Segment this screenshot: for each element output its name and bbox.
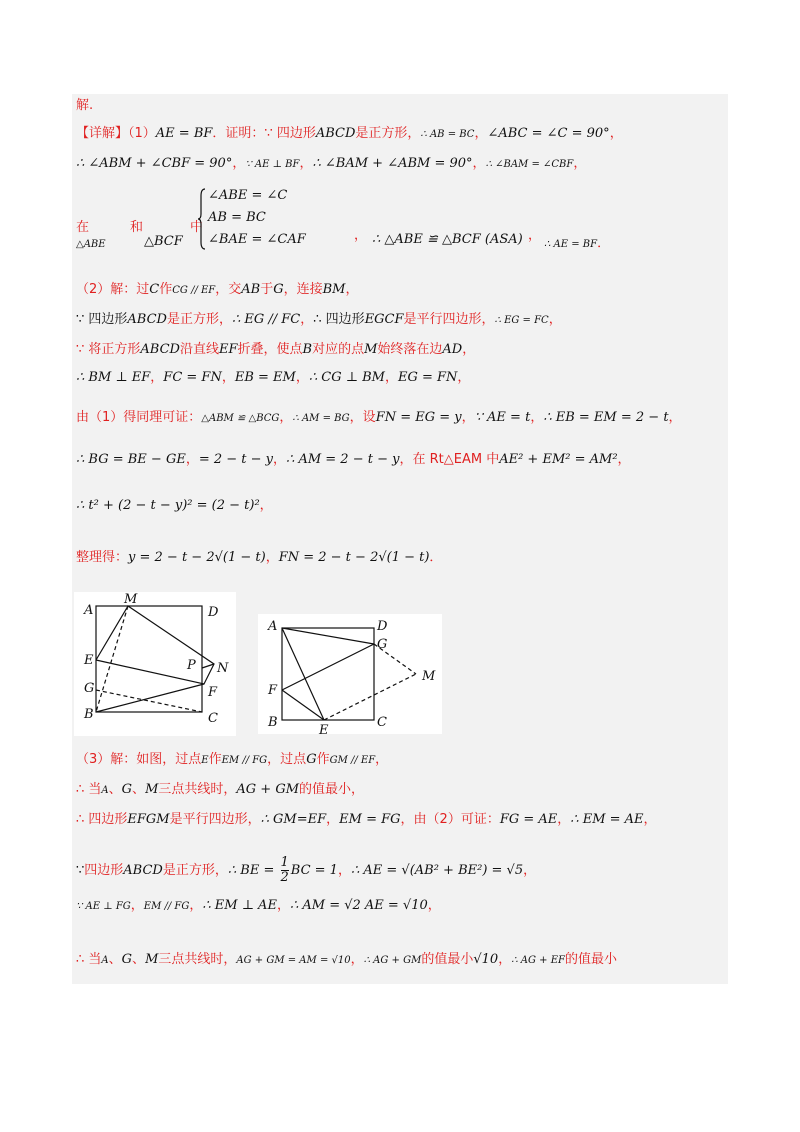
line-13: ∴ 当A、G、M三点共线时，AG + GM的值最小， (76, 782, 365, 797)
line-15: ∵四边形ABCD是正方形，∴ BE = $\frac{1}{2}$ BC = 1，∴ AE = √(AB² + BE²) = √5， (76, 855, 537, 885)
svg-text:N: N (217, 661, 229, 676)
svg-text:P: P (187, 658, 196, 673)
line-0: 解. (76, 98, 94, 113)
line-14: ∴ 四边形EFGM是平行四边形，∴ GM=EF，EM = FG，由（2）可证：FG = AE，∴ EM = AE， (76, 812, 657, 827)
line-1: 【详解】（1）AE = BF．证明：∵ 四边形ABCD是正方形，∴ AB = BC，∠ABC = ∠C = 90°， (76, 126, 623, 141)
system-eq-1: ∠ABE = ∠C (208, 188, 288, 203)
svg-text:E: E (319, 723, 329, 734)
left-brace (198, 188, 206, 250)
line-10: ∴ t² + (2 − t − y)² = (2 − t)²， (76, 498, 273, 513)
line-5: ∵ 四边形ABCD是正方形，∴ EG // FC，∴ 四边形EGCF是平行四边形，∴ EG = FC， (76, 312, 562, 327)
svg-text:M: M (422, 669, 436, 684)
line-12: （3）解：如图，过点E作EM // FG，过点G作GM // EF， (76, 752, 389, 767)
congruence-intro: 在 (76, 220, 90, 235)
svg-text:F: F (208, 685, 218, 700)
line-8: 由（1）得同理可证：△ABM ≌ △BCG，∴ AM = BG，设FN = EG = y，∵ AE = t，∴ EB = EM = 2 − t， (76, 410, 682, 425)
svg-text:A: A (268, 619, 278, 634)
svg-text:A: A (84, 603, 94, 618)
line-9: ∴ BG = BE − GE，= 2 − t − y，∴ AM = 2 − t − y，在 Rt△EAM 中AE² + EM² = AM²， (76, 452, 631, 467)
svg-text:D: D (377, 619, 388, 634)
svg-text:E: E (84, 653, 94, 668)
svg-text:G: G (84, 681, 95, 696)
line-16: ∵ AE ⊥ FG，EM // FG，∴ EM ⊥ AE，∴ AM = √2 AE = √10， (76, 898, 441, 913)
svg-text:B: B (268, 715, 278, 730)
line-2: ∴ ∠ABM + ∠CBF = 90°，∵ AE ⊥ BF，∴ ∠BAM + ∠ABM = 90°，∴ ∠BAM = ∠CBF， (76, 156, 587, 171)
svg-text:B: B (84, 707, 94, 722)
system-eq-2: AB = BC (208, 210, 266, 225)
svg-text:M: M (124, 592, 138, 607)
svg-text:G: G (377, 637, 388, 652)
line-7: ∴ BM ⊥ EF，FC = FN，EB = EM，∴ CG ⊥ BM，EG = FN， (76, 370, 471, 385)
svg-text:C: C (208, 711, 218, 726)
svg-text:C: C (377, 715, 387, 730)
fraction-half: $\frac{1}{2}$ (280, 855, 289, 885)
line-17: ∴ 当A、G、M三点共线时，AG + GM = AM = √10，∴ AG + GM的值最小√10，∴ AG + EF的值最小 (76, 952, 617, 967)
figure-2 (258, 614, 442, 734)
line-11: 整理得：y = 2 − t − 2√(1 − t)，FN = 2 − t − 2√(1 − t)． (76, 550, 443, 565)
svg-text:F: F (268, 683, 278, 698)
figure-1 (74, 592, 236, 736)
system-eq-3: ∠BAE = ∠CAF (208, 232, 306, 247)
line-4: （2）解：过C作CG // EF，交AB于G，连接BM， (76, 282, 359, 297)
solution-panel (72, 94, 728, 984)
line-6: ∵ 将正方形ABCD沿直线EF折叠，使点B对应的点M始终落在边AD， (76, 342, 476, 357)
svg-text:D: D (208, 605, 219, 620)
congruence-result: ∴ △ABE ≌ △BCF (ASA) (372, 232, 523, 247)
